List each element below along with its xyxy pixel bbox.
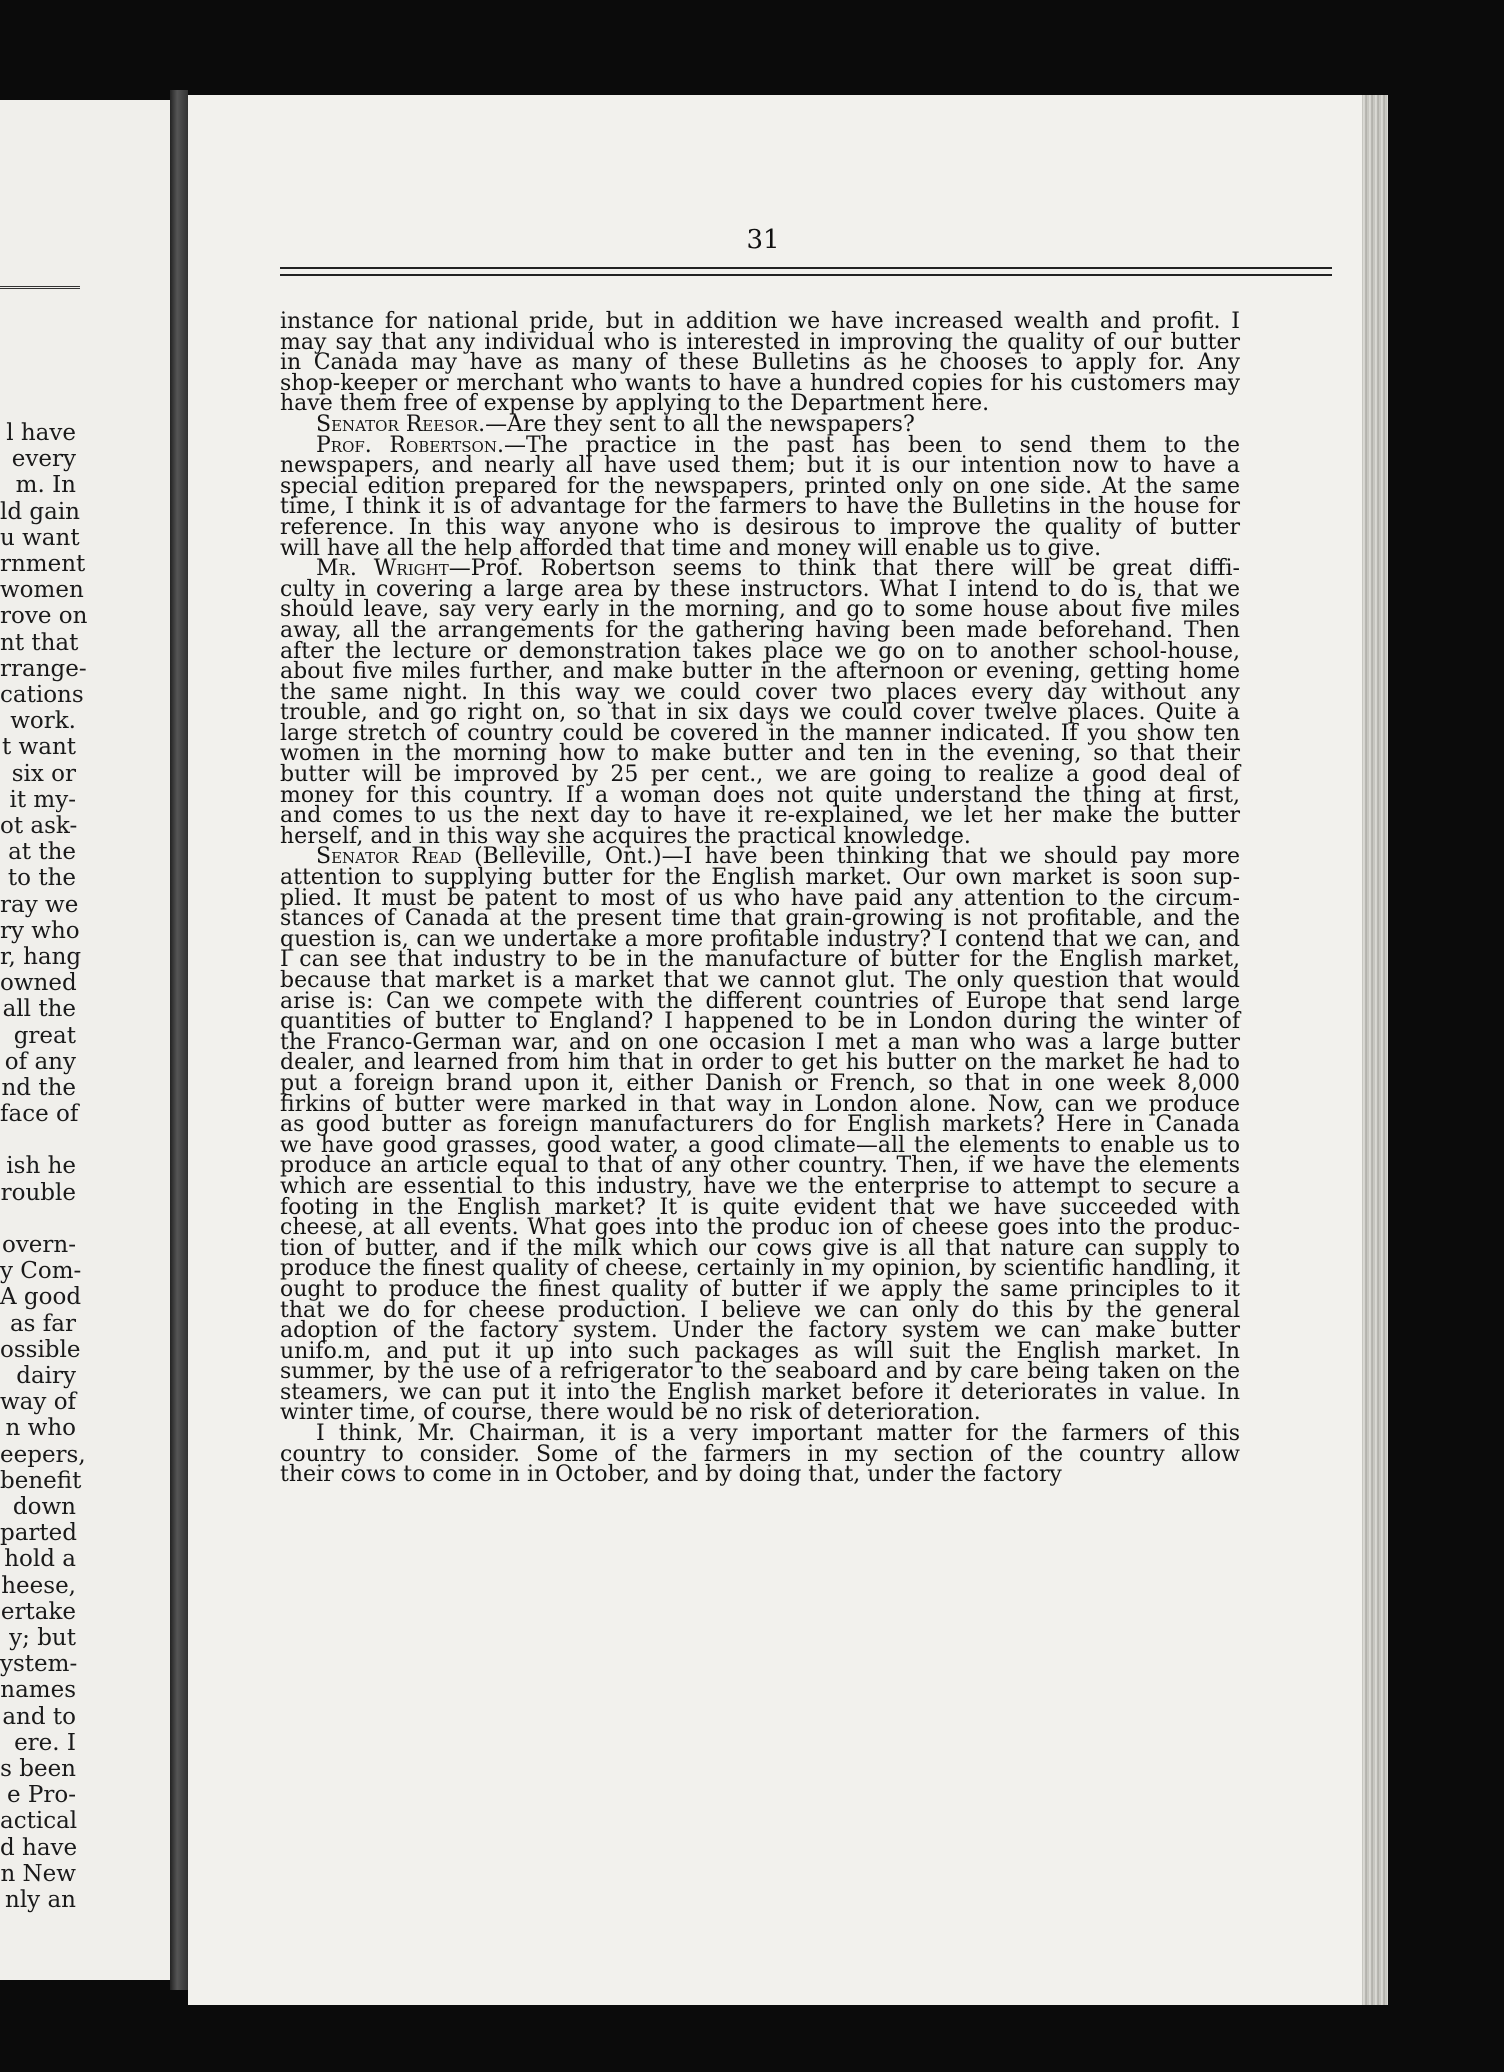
facing-page-line: n New: [0, 1860, 76, 1887]
facing-page-line: d have: [0, 1834, 78, 1861]
facing-page-line: at the: [8, 839, 76, 866]
book-gutter: [170, 90, 188, 1990]
line-text: women in the morning how to make butter and ten in the evening, so that their: [280, 741, 1240, 767]
facing-page-line: work.: [10, 708, 76, 735]
paragraph: [280, 432, 1240, 561]
line-text: may say that any individual who is interested in improving the quality of our butter: [280, 329, 1240, 355]
facing-page-line: rnment: [0, 551, 86, 578]
facing-page-line: all the: [2, 996, 76, 1023]
facing-page-line: ystem-: [0, 1651, 78, 1678]
facing-page-line: to the: [7, 865, 76, 892]
paragraph: [280, 309, 1240, 417]
facing-page-line: actical: [0, 1808, 78, 1835]
facing-page-line: face of: [0, 1101, 79, 1128]
line-text: instance for national pride, but in addition we have increased wealth and profit. I: [280, 309, 1240, 334]
line-text: herself, and in this way she acquires the practical knowledge.: [280, 823, 971, 849]
line-text: have them free of expense by applying to the Department here.: [280, 391, 990, 417]
text-line: [280, 1462, 1240, 1488]
line-text: away, all the arrangements for the gathering having been made beforehand. Then: [280, 617, 1240, 643]
line-text: will have all the help afforded that time and money will enable us to give.: [280, 535, 1102, 561]
line-text: plied. It must be patent to most of us who have paid any attention to the circum-: [280, 885, 1240, 911]
page-edge: [1362, 95, 1388, 2005]
line-text: their cows to come in in October, and by doing that, under the factory: [280, 1462, 1062, 1488]
facing-page-line: ere. I: [14, 1729, 76, 1756]
line-text: in Canada may have as many of these Bulletins as he chooses to apply for. Any: [280, 350, 1240, 376]
line-text: question is, can we undertake a more profitable industry? I contend that we can, and: [280, 926, 1240, 952]
facing-page-line: nt that: [0, 629, 79, 656]
facing-page-line: y Com-: [0, 1258, 82, 1285]
facing-page-line: rrange-: [0, 655, 87, 682]
line-text: arise is: Can we compete with the different countries of Europe that send large: [280, 988, 1240, 1014]
facing-page-line: every: [11, 446, 76, 473]
facing-page-line: e Pro-: [6, 1782, 76, 1809]
line-text: I think, Mr. Chairman, it is a very important matter for the farmers of this: [316, 1421, 1240, 1447]
line-text: tion of butter, and if the milk which our cows give is all that nature can supply to: [280, 1235, 1240, 1261]
facing-page-line: names: [0, 1677, 76, 1704]
line-text: trouble, and go right on, so that in six days we could cover twelve places. Quite a: [280, 700, 1240, 726]
facing-page-line: as far: [9, 1310, 76, 1337]
line-text: I can see that industry to be in the manufacture of butter for the English market,: [280, 947, 1240, 973]
line-text: butter will be improved by 25 per cent., we are going to realize a good deal of: [280, 762, 1240, 788]
line-text: special edition prepared for the newspapers, printed only on one side. At the same: [280, 473, 1240, 499]
paragraph: [280, 556, 1240, 849]
facing-page-line: [0, 1206, 76, 1232]
facing-page-line: r, hang: [0, 944, 82, 971]
facing-page-line: hold a: [4, 1546, 76, 1573]
paragraph: [280, 1421, 1240, 1488]
line-text: cheese, at all events. What goes into the produc ion of cheese goes into the produc-: [280, 1215, 1240, 1241]
facing-page-line: overn-: [1, 1231, 76, 1258]
line-text: produce an article equal to that of any other country. Then, if we have the elements: [280, 1153, 1240, 1179]
facing-page-line: parted: [0, 1520, 78, 1547]
facing-page-line: dairy: [16, 1362, 76, 1389]
line-text: (Belleville, Ont.)—I have been thinking that we should pay more: [461, 844, 1241, 870]
line-text: we have good grasses, good water, a good climate—all the elements to enable us to: [280, 1132, 1240, 1158]
facing-page-line: y; but: [9, 1624, 76, 1651]
facing-page-line: nd the: [1, 1075, 76, 1102]
facing-page-line: m. In: [15, 472, 76, 499]
line-text: ought to produce the finest quality of butter if we apply the same principles to it: [280, 1276, 1240, 1302]
body-text: [280, 309, 1241, 1488]
facing-page-line: benefit: [0, 1467, 82, 1494]
facing-page-line: ray we: [0, 891, 79, 918]
line-text: footing in the English market? It is quite evident that we have succeeded with: [280, 1194, 1240, 1220]
facing-page-line: it my-: [9, 786, 76, 813]
line-text: after the lecture or demonstration takes place we go on to another school-house,: [280, 638, 1240, 664]
facing-page-line: women: [0, 577, 84, 604]
line-text: money for this country. If a woman does not quite understand the thing at first,: [280, 782, 1240, 808]
line-text: should leave, say very early in the morning, and go to some house about five miles: [280, 597, 1240, 623]
line-text: —Are they sent to all the newspapers?: [485, 411, 915, 437]
line-text: because that market is a market that we cannot glut. The only question that would: [280, 968, 1240, 993]
paragraph: [280, 844, 1241, 1426]
speaker-name: Senator Read: [316, 844, 462, 870]
line-text: attention to supplying butter for the English market. Our own market is soon sup-: [280, 865, 1240, 891]
facing-page-line: u want: [0, 524, 80, 551]
line-text: dealer, and learned from him that in order to get his butter on the market he had to: [280, 1050, 1240, 1076]
facing-page-line: nly an: [5, 1886, 76, 1913]
facing-page-left: [0, 100, 176, 1980]
line-text: steamers, we can put it into the English market before it deteriorates in value. In: [280, 1379, 1240, 1405]
facing-page-line: n who: [5, 1415, 76, 1442]
facing-page-line: six or: [11, 760, 76, 787]
facing-page-line: A good: [0, 1284, 82, 1311]
line-text: the Franco-German war, and on one occasion I met a man who was a large butter: [280, 1029, 1240, 1055]
line-text: put a foreign brand upon it, either Danish or French, so that in one week 8,000: [280, 1070, 1240, 1096]
facing-page-line: ry who: [0, 917, 80, 944]
facing-page-line: eepers,: [0, 1441, 86, 1468]
facing-page-line: way of: [0, 1389, 77, 1416]
facing-page-line: s been: [0, 1755, 76, 1782]
line-text: large stretch of country could be covered in the manner indicated. If you show ten: [280, 720, 1240, 746]
facing-page-line: ish he: [6, 1153, 76, 1180]
facing-page-line: t want: [1, 734, 76, 761]
line-text: produce the finest quality of cheese, certainly in my opinion, by scientific handling, it: [280, 1256, 1240, 1282]
line-text: summer, by the use of a refrigerator to the seaboard and by care being taken on the: [280, 1359, 1240, 1385]
line-text: the same night. In this way we could cover two places every day without any: [280, 679, 1240, 705]
line-text: that we do for cheese production. I believe we can only do this by the general: [280, 1297, 1240, 1323]
facing-page-line: down: [12, 1493, 76, 1520]
line-text: country to consider. Some of the farmers in my section of the country allow: [280, 1441, 1240, 1467]
speaker-name: Prof. Robertson.: [316, 432, 504, 458]
line-text: adoption of the factory system. Under the factory system we can make butter: [280, 1318, 1240, 1344]
facing-page-line: l have: [6, 420, 76, 446]
header-rule: [280, 267, 1332, 276]
line-text: —The practice in the past has been to send them to the: [503, 432, 1240, 458]
facing-page-line: rouble: [0, 1179, 76, 1206]
facing-page-line: ld gain: [0, 498, 80, 525]
line-text: and comes to us the next day to have it re-explained, we let her make the butter: [280, 803, 1240, 829]
line-text: unifo.m, and put it up into such packages as will suit the English market. In: [280, 1338, 1240, 1364]
speaker-name: Senator Reesor.: [316, 411, 486, 437]
line-text: shop-keeper or merchant who wants to have a hundred copies for his customers may: [280, 370, 1240, 396]
line-text: winter time, of course, there would be no risk of deterioration.: [280, 1400, 981, 1426]
speaker-name: Mr. Wright: [316, 556, 449, 582]
facing-page-line: ertake: [0, 1598, 76, 1625]
line-text: stances of Canada at the present time that grain-growing is not profitable, and the: [280, 906, 1240, 932]
facing-page-line: cations: [0, 682, 84, 709]
line-text: newspapers, and nearly all have used them; but it is our intention now to have a: [280, 453, 1240, 479]
facing-page-line: ossible: [0, 1336, 81, 1363]
facing-page-line: rove on: [0, 603, 88, 630]
line-text: quantities of butter to England? I happened to be in London during the winter of: [280, 1009, 1240, 1035]
line-text: as good butter as foreign manufacturers do for English markets? Here in Canada: [280, 1112, 1240, 1138]
facing-page-rule: [0, 286, 80, 293]
facing-page-line: great: [13, 1022, 76, 1049]
line-text: time, I think it is of advantage for the farmers to have the Bulletins in the house for: [280, 494, 1240, 520]
facing-page-line: and to: [2, 1703, 76, 1730]
line-text: —Prof. Robertson seems to think that there will be great diffi-: [448, 556, 1240, 582]
facing-page-line: owned: [0, 970, 77, 997]
facing-page-line: ot ask-: [0, 813, 78, 840]
line-text: culty in covering a large area by these instructors. What I intend to do is, that we: [280, 576, 1240, 602]
line-text: about five miles further, and make butter in the afternoon or evening, getting home: [280, 659, 1240, 685]
line-text: firkins of butter were marked in that way in London alone. Now, can we produce: [280, 1091, 1240, 1117]
line-text: which are essential to this industry, have we the enterprise to attempt to secure a: [280, 1173, 1240, 1199]
facing-page-line: heese,: [1, 1572, 76, 1599]
facing-page-line: [0, 1127, 76, 1153]
facing-page-line: of any: [4, 1048, 76, 1075]
page-right: [188, 95, 1388, 2005]
line-text: reference. In this way anyone who is desirous to improve the quality of butter: [280, 514, 1240, 540]
facing-page-text: [0, 420, 88, 1913]
page-number: 31: [746, 225, 780, 255]
